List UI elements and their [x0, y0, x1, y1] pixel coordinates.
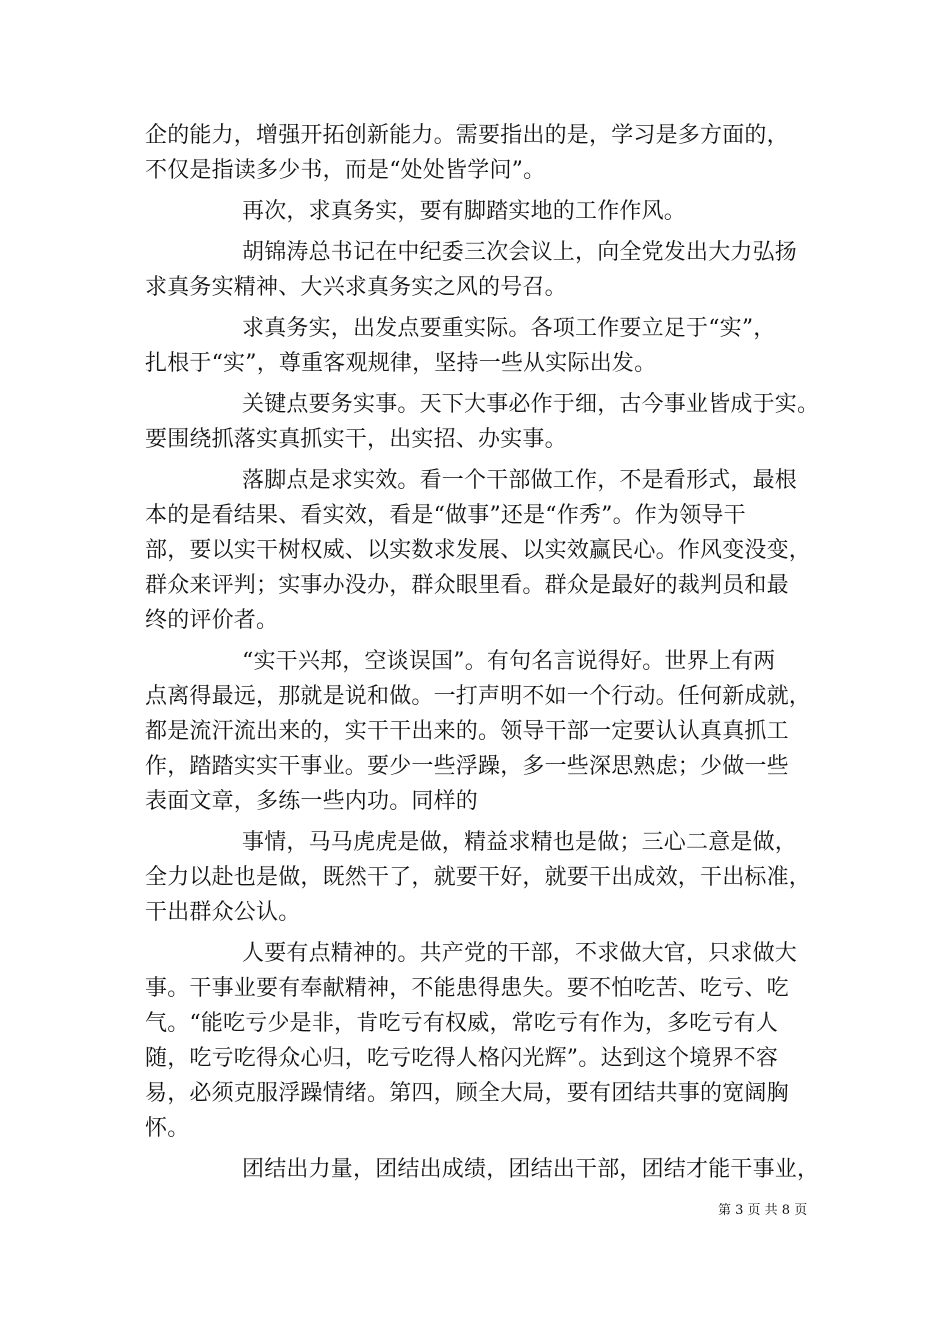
text-line: 企的能力，增强开拓创新能力。需要指出的是，学习是多方面的， — [145, 123, 789, 148]
text-line: 要围绕抓落实真抓实干，出实招、办实事。 — [145, 427, 567, 452]
text-line: 随，吃亏吃得众心归，吃亏吃得人格闪光辉”。达到这个境界不容 — [145, 1046, 779, 1071]
text-line: 不仅是指读多少书，而是“处处皆学问”。 — [145, 158, 546, 183]
document-body — [145, 118, 825, 1187]
text-line: 人要有点精神的。共产党的干部，不求做大官，只求做大 — [242, 941, 798, 966]
page-number: 第 3 页 共 8 页 — [718, 1203, 808, 1218]
text-line: 易，必须克服浮躁情绪。第四，顾全大局，要有团结共事的宽阔胸 — [145, 1081, 789, 1106]
text-line: 胡锦涛总书记在中纪委三次会议上，向全党发出大力弘扬 — [242, 240, 798, 265]
text-line: 气。“能吃亏少是非，肯吃亏有权威，常吃亏有作为，多吃亏有人 — [145, 1011, 779, 1036]
text-line: 干出群众公认。 — [145, 900, 301, 925]
text-line: 求真务实精神、大兴求真务实之风的号召。 — [145, 275, 567, 300]
text-line: 点离得最远，那就是说和做。一打声明不如一个行动。任何新成就， — [145, 684, 812, 709]
text-line: 团结出力量，团结出成绩，团结出干部，团结才能干事业， — [242, 1157, 820, 1182]
text-line: 事情，马马虎虎是做，精益求精也是做；三心二意是做， — [242, 830, 798, 855]
text-line: 怀。 — [145, 1116, 190, 1141]
text-line: 表面文章，多练一些内功。同样的 — [145, 789, 479, 814]
text-line: “实干兴邦，空谈误国”。有句名言说得好。世界上有两 — [242, 649, 776, 674]
text-line: 落脚点是求实效。看一个干部做工作，不是看形式，最根 — [242, 468, 798, 493]
text-line: 终的评价者。 — [145, 608, 279, 633]
text-line: 都是流汗流出来的，实干干出来的。领导干部一定要认认真真抓工 — [145, 719, 789, 744]
text-line: 群众来评判；实事办没办，群众眼里看。群众是最好的裁判员和最 — [145, 573, 789, 598]
text-line: 扎根于“实”，尊重客观规律，坚持一些从实际出发。 — [145, 351, 657, 376]
text-line: 事。干事业要有奉献精神，不能患得患失。要不怕吃苦、吃亏、吃 — [145, 976, 789, 1001]
text-line: 部，要以实干树权威、以实数求发展、以实效赢民心。作风变没变， — [145, 538, 812, 563]
text-line: 关键点要务实事。天下大事必作于细，古今事业皆成于实。 — [242, 392, 820, 417]
text-line: 作，踏踏实实干事业。要少一些浮躁，多一些深思熟虑；少做一些 — [145, 754, 789, 779]
text-line: 求真务实，出发点要重实际。各项工作要立足于“实”， — [242, 316, 776, 341]
text-line: 本的是看结果、看实效，看是“做事”还是“作秀”。作为领导干 — [145, 503, 746, 528]
text-line: 全力以赴也是做，既然干了，就要干好，就要干出成效，干出标准， — [145, 865, 812, 890]
text-line: 再次，求真务实，要有脚踏实地的工作作风。 — [242, 199, 687, 224]
